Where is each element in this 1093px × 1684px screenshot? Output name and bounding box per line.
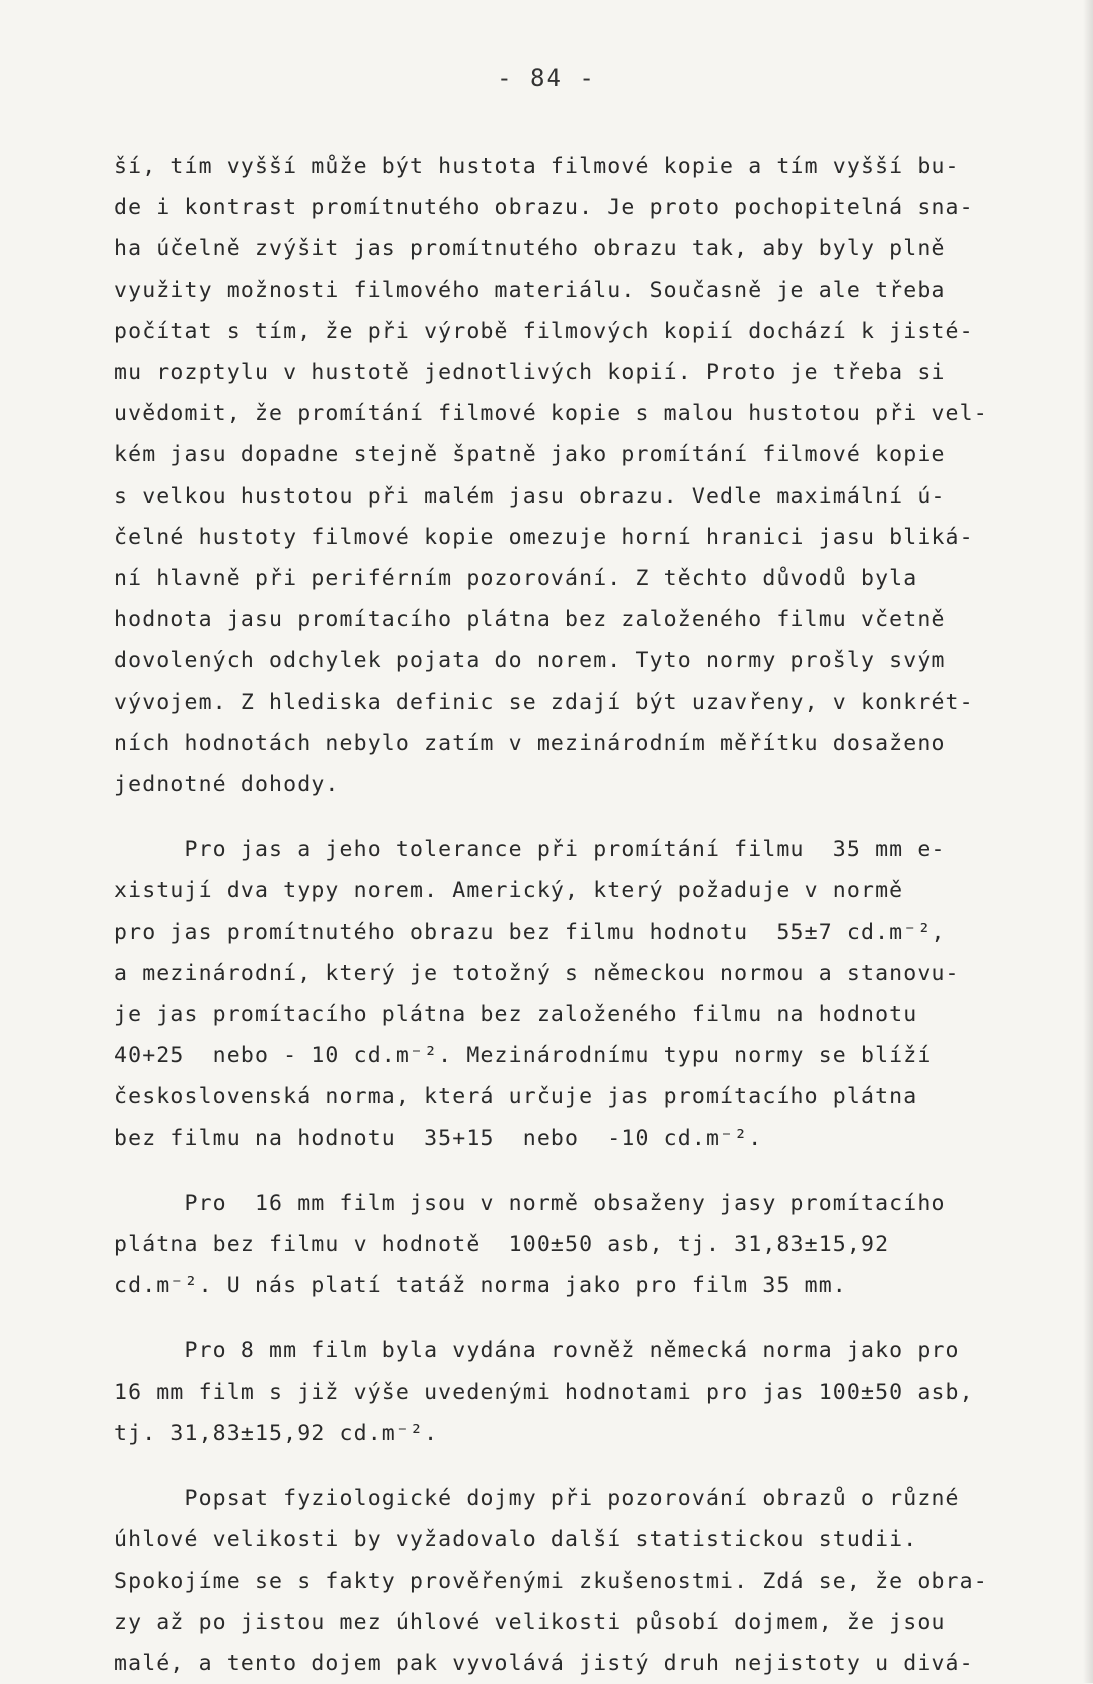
text-line: malé, a tento dojem pak vyvolává jistý druh nejistoty u divá- — [114, 1650, 974, 1676]
text-line: čelné hustoty filmové kopie omezuje horní hranici jasu bliká- — [114, 524, 974, 550]
paragraph-1 — [114, 146, 1054, 805]
text-line: československá norma, která určuje jas promítacího plátna — [114, 1084, 918, 1110]
text-line: ší, tím vyšší může být hustota filmové kopie a tím vyšší bu- — [114, 154, 960, 179]
text-line: jednotné dohody. — [114, 772, 340, 798]
text-line: plátna bez filmu v hodnotě 100±50 asb, tj. 31,83±15,92 — [114, 1232, 890, 1258]
text-line: tj. 31,83±15,92 cd.m⁻². — [114, 1420, 439, 1446]
text-line: s velkou hustotou při malém jasu obrazu. Vedle maximální ú- — [114, 483, 946, 509]
paragraph-5 — [114, 1478, 1054, 1684]
text-line: počítat s tím, že při výrobě filmových kopií dochází k jisté- — [114, 318, 974, 344]
text-line: Pro 8 mm film byla vydána rovněž německá norma jako pro — [114, 1338, 960, 1364]
text-line: hodnota jasu promítacího plátna bez založeného filmu včetně — [114, 607, 946, 633]
text-line: zy až po jistou mez úhlové velikosti působí dojmem, že jsou — [114, 1609, 946, 1635]
paragraph-3 — [114, 1183, 1054, 1307]
text-line: mu rozptylu v hustotě jednotlivých kopií. Proto je třeba si — [114, 360, 946, 386]
text-line: využity možnosti filmového materiálu. Současně je ale třeba — [114, 277, 946, 303]
text-line: ha účelně zvýšit jas promítnutého obrazu tak, aby byly plně — [114, 236, 946, 262]
text-line: Pro 16 mm film jsou v normě obsaženy jasy promítacího — [114, 1190, 946, 1216]
text-line: vývojem. Z hlediska definic se zdají být uzavřeny, v konkrét- — [114, 689, 974, 715]
text-line: dovolených odchylek pojata do norem. Tyto normy prošly svým — [114, 648, 946, 674]
body-text — [114, 146, 1054, 1684]
paragraph-2 — [114, 829, 1054, 1159]
paragraph-4 — [114, 1330, 1054, 1454]
text-line: 16 mm film s již výše uvedenými hodnotami pro jas 100±50 asb, — [114, 1379, 974, 1405]
text-line: pro jas promítnutého obrazu bez filmu hodnotu 55±7 cd.m⁻², — [114, 919, 946, 945]
text-line: Popsat fyziologické dojmy při pozorování obrazů o různé — [114, 1486, 960, 1512]
page-edge-shadow — [1083, 0, 1093, 1683]
text-line: cd.m⁻². U nás platí tatáž norma jako pro film 35 mm. — [114, 1273, 847, 1299]
text-line: ních hodnotách nebylo zatím v mezinárodním měřítku dosaženo — [114, 730, 946, 756]
text-line: Spokojíme se s fakty prověřenými zkušenostmi. Zdá se, že obra- — [114, 1568, 988, 1594]
text-line: úhlové velikosti by vyžadovalo další statistickou studii. — [114, 1527, 918, 1553]
text-line: uvědomit, že promítání filmové kopie s malou hustotou při vel- — [114, 401, 988, 427]
text-line: je jas promítacího plátna bez založeného filmu na hodnotu — [114, 1002, 918, 1028]
page-number: - 84 - — [497, 64, 596, 92]
text-line: xistují dva typy norem. Americký, který požaduje v normě — [114, 878, 904, 904]
text-line: de i kontrast promítnutého obrazu. Je proto pochopitelná sna- — [114, 195, 974, 221]
text-line: ní hlavně při periférním pozorování. Z těchto důvodů byla — [114, 566, 918, 592]
text-line: Pro jas a jeho tolerance při promítání filmu 35 mm e- — [114, 837, 946, 863]
text-line: kém jasu dopadne stejně špatně jako promítání filmové kopie — [114, 442, 946, 468]
text-line: 40+25 nebo - 10 cd.m⁻². Mezinárodnímu typu normy se blíží — [114, 1043, 932, 1069]
text-line: bez filmu na hodnotu 35+15 nebo -10 cd.m⁻². — [114, 1125, 763, 1151]
text-line: a mezinárodní, který je totožný s německou normou a stanovu- — [114, 960, 960, 986]
